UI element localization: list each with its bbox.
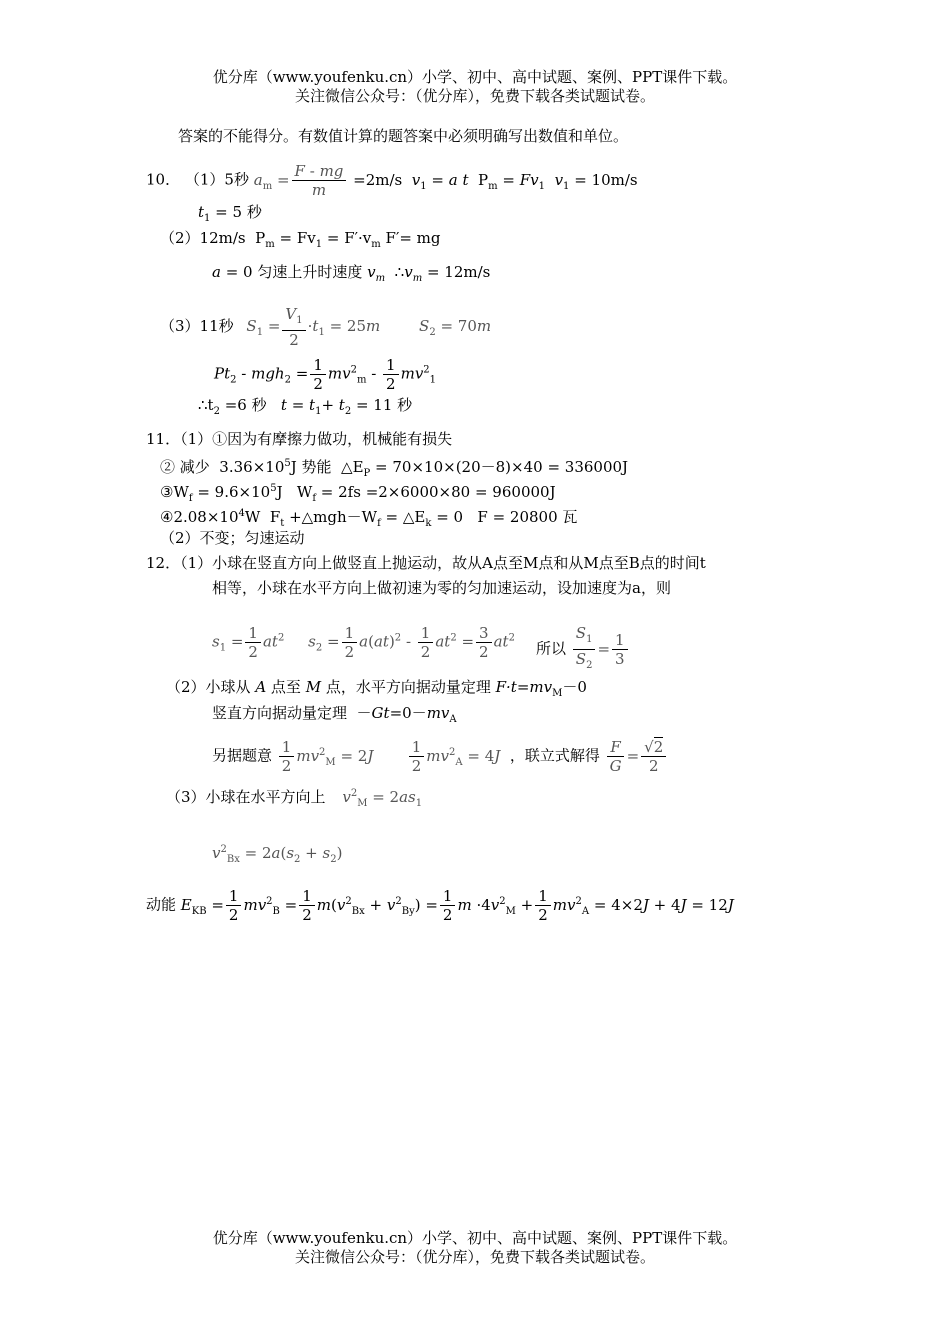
header-line-1: 优分库（www.youfenku.cn）小学、初中、高中试题、案例、PPT课件下载。 <box>212 68 738 86</box>
footer-line-2: 关注微信公众号：（优分库），免费下载各类试题试卷。 <box>294 1248 655 1266</box>
q11-line4: $④2.08\times 10^4W$ $F_t$ $+\triangle mgh-W_f$ = $\triangle E_k = 0$ F = 20800 瓦 <box>160 508 578 529</box>
q11-line1: 11．（1）①因为有摩擦力做功，机械能有损失 <box>146 430 453 448</box>
intro-text: 答案的不能得分。有数值计算的题答案中必须明确写出数值和单位。 <box>178 127 629 145</box>
header-line-2: 关注微信公众号：（优分库），免费下载各类试题试卷。 <box>294 87 655 105</box>
q11-line3: $③W_f = 9.6\times 10^5J$ $W_f = 2fs =2\times 6000\times 80 = 960000J$ <box>160 483 556 504</box>
q12-line2: 相等，小球在水平方向上做初速为零的匀加速运动，设加速度为a，则 <box>212 579 671 597</box>
q10-p1-lead: （1）5秒 <box>184 170 249 189</box>
q10-number: 10． <box>146 170 181 189</box>
q10-conclusion: $\therefore t_2 =6$ 秒 $t = t_1+ t_2 = 11$ 秒 <box>198 396 413 417</box>
q12-line6: （3）小球在水平方向上 $v^2_M = 2as_1$ <box>166 788 423 809</box>
q12-eq1: $s_1$ = $\frac{1}{2}$ $at^2$ $s_2$ = $\frac{1}{2}$ a(at)$^2$ - $\frac{1}{2}$ $at^2$ = $\frac{3}{2}$ $at^2$ <box>212 624 515 661</box>
q10-formula-am: $a_m$ = $\frac{F - mg}{m}$ <box>254 171 353 189</box>
q12-line5: 另据题意 $\frac{1}{2}$ $mv^2_M = 2J$ $\frac{1}{2}$ $mv^2_A = 4J$ ，联立式解得 $\frac{F}{G}$ = $\frac{√2}{2}$ <box>212 738 668 775</box>
q10-part2: （2）12m/s $P_m = Fv_1 = F'\cdot v_m$ F′= mg <box>160 229 441 250</box>
q12-line8: 动能 $E_{KB}$ = $\frac{1}{2}$ $mv^2_B$ = $\frac{1}{2}$ $m(v^2_{Bx} + v^2_{By})$ = $\frac{1}{2}$ $m \cdot 4v^2_M$ + $\frac{1}{2}$ $mv^2_A = 4\times 2J + 4J = 12J$ <box>146 887 734 924</box>
q12-line7: $v^2_{Bx} = 2a(s_2 + s_2)$ <box>212 844 343 865</box>
q11-line2: ② 减少 $3.36\times 10^5J$ 势能 $\triangle E_P = 70\times 10\times(20-8)\times 40 = 336000J$ <box>160 458 629 479</box>
q10-eq-s1: $S_1$ = $\frac{V_1}{2}$ $\cdot t_1 = 25m$ <box>246 305 381 349</box>
q10-part1 <box>146 162 638 199</box>
q12-line3: （2）小球从 A 点至 M 点，水平方向据动量定理 $F\cdot t=mv_M-0$ <box>166 678 587 699</box>
q11-line5: （2）不变；匀速运动 <box>160 529 305 547</box>
q10-t1: $t_1 = 5$ 秒 <box>198 203 262 224</box>
q12-line4: 竖直方向据动量定理 $-Gt=0-mv_A$ <box>212 704 457 725</box>
footer-line-1: 优分库（www.youfenku.cn）小学、初中、高中试题、案例、PPT课件下载。 <box>212 1229 738 1247</box>
q12-line1: 12．（1）小球在竖直方向上做竖直上抛运动，故从A点至M点和从M点至B点的时间t <box>146 554 706 572</box>
q12-eq1-ratio: 所以 $\frac{S_1}{S_2}$ = $\frac{1}{3}$ <box>536 624 630 675</box>
q10-p1-rest-visual: =2m/s $v_1 = a$ t $P_m = Fv_1$ $v_1 = 10m/s$ <box>353 170 638 192</box>
q10-eq-s2: $S_2 = 70m$ <box>419 317 492 338</box>
q10-part3: （3）11秒 $S_1$ = $\frac{V_1}{2}$ $\cdot t_1 = 25m$ $S_2 = 70m$ <box>160 305 492 349</box>
q10-eq-energy: $Pt_2 - mgh_2$ = $\frac{1}{2}$ $mv^2_m$ - $\frac{1}{2}$ $mv^2_1$ <box>214 356 437 393</box>
q10-part2b: a = 0 匀速上升时速度 $v_m$ $\therefore v_m = 12m/s$ <box>212 263 491 284</box>
